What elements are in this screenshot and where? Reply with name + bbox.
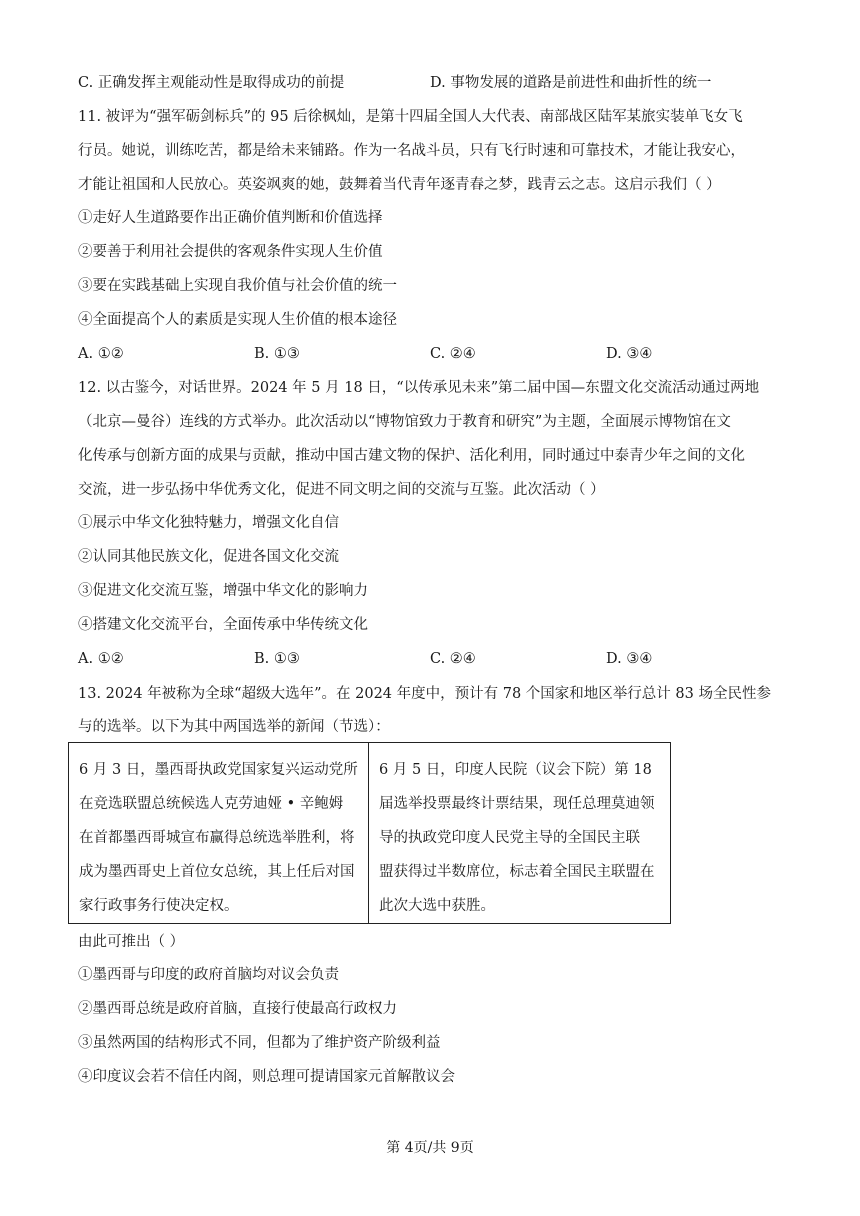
q11-option-d: D. ③④ xyxy=(606,346,653,362)
news-india-line-1: 6 月 5 日，印度人民院（议会下院）第 18 xyxy=(379,762,652,778)
q11-statement-4: ④全面提高个人的素质是实现人生价值的根本途径 xyxy=(78,312,397,328)
q11-line-3: 才能让祖国和人民放心。英姿飒爽的她，鼓舞着当代青年逐青春之梦，践青云之志。这启示我们（ ） xyxy=(78,177,721,193)
news-mexico-line-1: 6 月 3 日，墨西哥执政党国家复兴运动党所 xyxy=(79,762,358,778)
news-india-line-3: 导的执政党印度人民党主导的全国民主联 xyxy=(379,830,640,846)
news-india-line-2: 届选举投票最终计票结果，现任总理莫迪领 xyxy=(379,796,655,812)
q11-statement-3: ③要在实践基础上实现自我价值与社会价值的统一 xyxy=(78,278,397,294)
q11-statement-2: ②要善于利用社会提供的客观条件实现人生价值 xyxy=(78,244,383,260)
news-cell-india xyxy=(369,743,669,923)
prev-option-c: C. 正确发挥主观能动性是取得成功的前提 xyxy=(78,75,345,91)
q11-option-b: B. ①③ xyxy=(254,346,300,362)
q11-line-1: 11. 被评为“强军砺剑标兵”的 95 后徐枫灿，是第十四届全国人大代表、南部战区陆军某旅实装单飞女飞 xyxy=(78,109,743,125)
q13-statement-3: ③虽然两国的结构形式不同，但都为了维护资产阶级利益 xyxy=(78,1035,441,1051)
news-table xyxy=(68,742,671,924)
q12-statement-3: ③促进文化交流互鉴，增强中华文化的影响力 xyxy=(78,583,368,599)
q12-option-b: B. ①③ xyxy=(254,651,300,667)
news-mexico-line-2: 在竞选联盟总统候选人克劳迪娅 • 辛鲍姆 xyxy=(79,796,344,812)
q13-statement-1: ①墨西哥与印度的政府首脑均对议会负责 xyxy=(78,967,339,983)
page-footer: 第 4页/共 9页 xyxy=(386,1140,474,1156)
news-mexico-line-4: 成为墨西哥史上首位女总统，其上任后对国 xyxy=(79,864,355,880)
q13-prompt: 由此可推出（ ） xyxy=(78,934,185,950)
news-india-line-5: 此次大选中获胜。 xyxy=(379,898,495,914)
q12-statement-2: ②认同其他民族文化，促进各国文化交流 xyxy=(78,549,339,565)
q11-statement-1: ①走好人生道路要作出正确价值判断和价值选择 xyxy=(78,210,383,226)
q12-option-d: D. ③④ xyxy=(606,651,653,667)
q12-statement-4: ④搭建文化交流平台，全面传承中华传统文化 xyxy=(78,617,368,633)
q11-option-c: C. ②④ xyxy=(430,346,476,362)
q12-line-4: 交流，进一步弘扬中华优秀文化，促进不同文明之间的交流与互鉴。此次活动（ ） xyxy=(78,482,605,498)
q11-line-2: 行员。她说，训练吃苦，都是给未来铺路。作为一名战斗员，只有飞行时速和可靠技术，才能让我安心， xyxy=(78,143,745,159)
q12-line-1: 12. 以古鉴今，对话世界。2024 年 5 月 18 日，“以传承见未来”第二届中国—东盟文化交流活动通过两地 xyxy=(78,380,760,396)
news-cell-mexico xyxy=(69,743,369,923)
q12-option-a: A. ①② xyxy=(78,651,124,667)
q12-line-2: （北京—曼谷）连线的方式举办。此次活动以“博物馆致力于教育和研究”为主题，全面展示博物馆在文 xyxy=(78,414,731,430)
q11-option-a: A. ①② xyxy=(78,346,124,362)
news-mexico-line-3: 在首都墨西哥城宣布赢得总统选举胜利，将 xyxy=(79,830,355,846)
q12-line-3: 化传承与创新方面的成果与贡献，推动中国古建文物的保护、活化利用，同时通过中泰青少年之间的文化 xyxy=(78,448,745,464)
q13-statement-2: ②墨西哥总统是政府首脑，直接行使最高行政权力 xyxy=(78,1001,397,1017)
news-mexico-line-5: 家行政事务行使决定权。 xyxy=(79,898,239,914)
q13-statement-4: ④印度议会若不信任内阁，则总理可提请国家元首解散议会 xyxy=(78,1069,455,1085)
q12-statement-1: ①展示中华文化独特魅力，增强文化自信 xyxy=(78,515,339,531)
q12-option-c: C. ②④ xyxy=(430,651,476,667)
prev-option-d: D. 事物发展的道路是前进性和曲折性的统一 xyxy=(430,75,712,91)
q13-line-2: 与的选举。以下为其中两国选举的新闻（节选）： xyxy=(78,719,390,735)
q13-line-1: 13. 2024 年被称为全球“超级大选年”。在 2024 年度中，预计有 78 个国家和地区举行总计 83 场全民性参 xyxy=(78,686,771,702)
news-india-line-4: 盟获得过半数席位，标志着全国民主联盟在 xyxy=(379,864,655,880)
